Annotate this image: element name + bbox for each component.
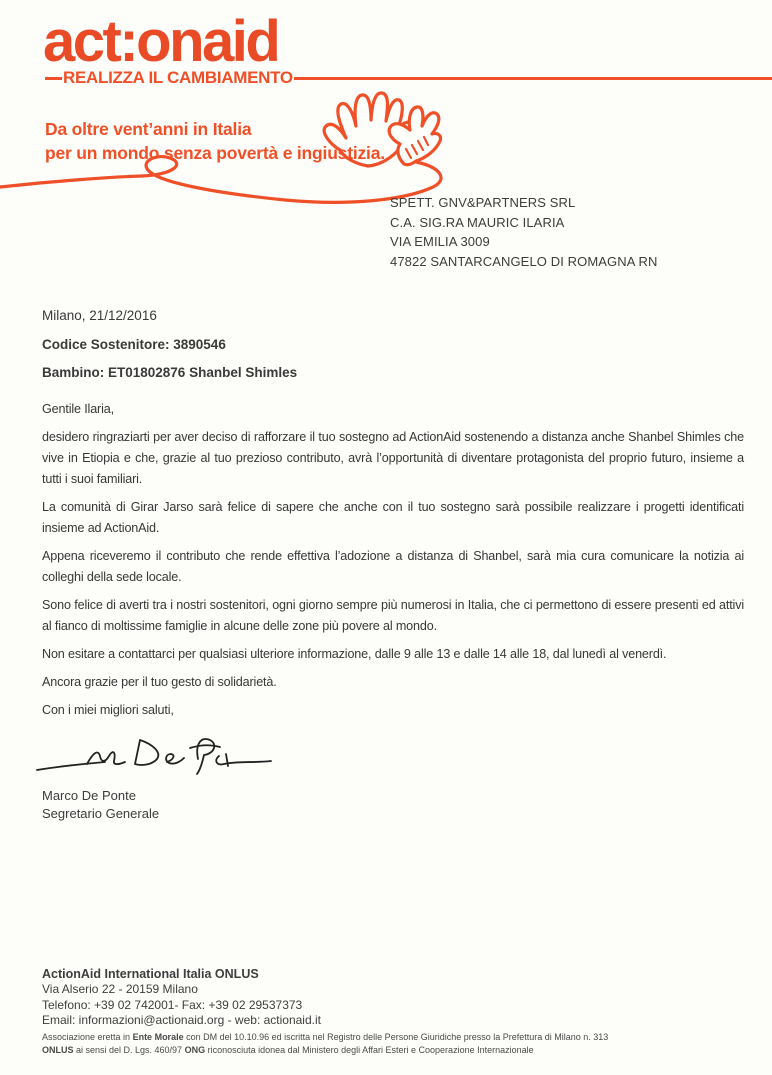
actionaid-logo: act:onaid: [43, 9, 279, 74]
tagline-line2: per un mondo senza povertà e ingiustizia.: [45, 143, 385, 163]
banner-line-right: [294, 77, 772, 80]
small-hand-outline: [389, 107, 440, 165]
paragraph-4: Sono felice di averti tra i nostri sostenitori, ogni giorno sempre più numerosi in Italia, che ci permettono di essere presenti ed attivi al fianco di moltissime famiglie in alcune delle zone più povere al mondo.: [42, 598, 744, 633]
banner-text: REALIZZA IL CAMBIAMENTO: [63, 68, 293, 87]
recipient-line: C.A. SIG.RA MAURIC ILARIA: [390, 214, 565, 230]
paragraph-3: Appena riceveremo il contributo che rende effettiva l’adozione a distanza di Shanbel, sarà mia cura comunicare la notizia ai colleghi della sede locale.: [42, 549, 744, 584]
salutation: Gentile Ilaria,: [42, 402, 114, 416]
signer-title: Segretario Generale: [42, 805, 160, 821]
footer-address: Via Alserio 22 - 20159 Milano: [42, 982, 198, 997]
fine-print-line1: Associazione eretta in Ente Morale con DM del 10.10.96 ed iscritta nel Registro delle Persone Giuridiche presso la Prefettura di Milano n. 313: [42, 1032, 609, 1042]
recipient-line: VIA EMILIA 3009: [390, 234, 490, 249]
dateline: Milano, 21/12/2016: [42, 308, 157, 323]
signature-scribble: [35, 726, 275, 786]
signer-name: Marco De Ponte: [42, 788, 136, 803]
child-code: Bambino: ET01802876 Shanbel Shimles: [42, 365, 298, 380]
signature-block: [42, 787, 159, 822]
footer-phone-fax: Telefono: +39 02 742001- Fax: +39 02 29537373: [42, 997, 303, 1012]
recipient-line: 47822 SANTARCANGELO DI ROMAGNA RN: [390, 253, 658, 269]
banner: [45, 68, 772, 88]
paragraph-1: desidero ringraziarti per aver deciso di rafforzare il tuo sostegno ad ActionAid sostenendo a distanza anche Shanbel Shimles che vive in Etiopia e che, grazie al tuo prezioso contributo, avrà l’opportunità di diventare protagonista del proprio futuro, insieme a tutti i suoi familiari.: [42, 430, 744, 486]
fine-print: [42, 1031, 608, 1057]
footer-email-web: Email: informazioni@actionaid.org - web: actionaid.it: [42, 1012, 321, 1027]
recipient-line: SPETT. GNV&PARTNERS SRL: [390, 195, 576, 210]
footer-org-name: ActionAid International Italia ONLUS: [42, 967, 259, 981]
paragraph-5: Non esitare a contattarci per qualsiasi ulteriore informazione, dalle 9 alle 13 e dalle 14 alle 18, dal lunedì al venerdì.: [42, 647, 667, 661]
banner-line-left: [45, 77, 62, 80]
footer: [42, 967, 321, 1028]
tagline-line1: Da oltre vent’anni in Italia: [45, 119, 252, 139]
fine-print-line2: ONLUS ai sensi del D. Lgs. 460/97 ONG riconosciuta idonea dal Ministero degli Affari Esteri e Cooperazione Internazionale: [42, 1045, 534, 1055]
letter-body: [42, 399, 744, 728]
paragraph-6: Ancora grazie per il tuo gesto di solidarietà.: [42, 675, 277, 689]
closing: Con i miei migliori saluti,: [42, 703, 174, 717]
paragraph-2: La comunità di Girar Jarso sarà felice di sapere che anche con il tuo sostegno sarà possibile realizzare i progetti identificati insieme ad ActionAid.: [42, 500, 744, 535]
supporter-code: Codice Sostenitore: 3890546: [42, 337, 226, 352]
recipient-address: [390, 193, 657, 271]
